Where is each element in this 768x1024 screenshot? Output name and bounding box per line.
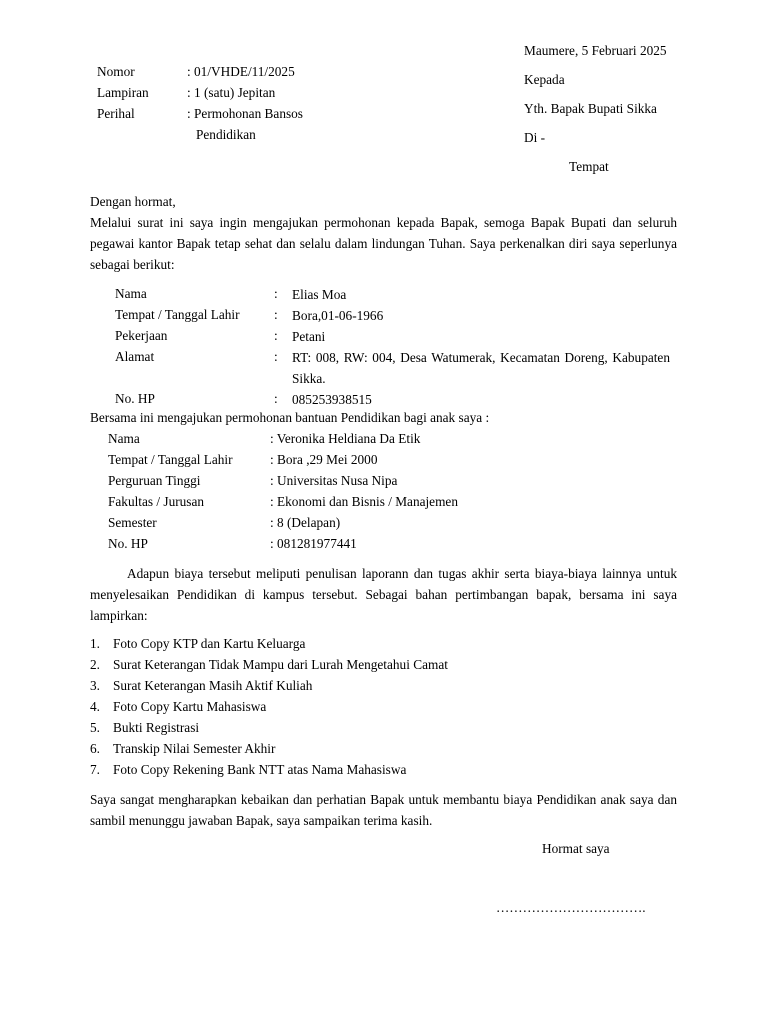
intro-paragraph: Melalui surat ini saya ingin mengajukan permohonan kepada Bapak, semoga Bapak Bupati dan seluruh pegawai kantor Bapak tetap sehat dan selalu dalam lindungan Tuhan. Saya perkenalkan diri saya seperlunya sebagai berikut: [90,215,677,272]
meta-value: : 1 (satu) Jepitan [187,85,276,100]
applicant-key: Tempat / Tanggal Lahir [115,307,240,322]
applicant-value: Elias Moa [292,287,347,302]
applicant-row [115,391,675,412]
meta-key: Nomor [97,64,135,79]
student-value: : Ekonomi dan Bisnis / Manajemen [270,494,458,509]
meta-value: : Permohonan Bansos [187,106,303,121]
student-value: : Universitas Nusa Nipa [270,473,398,488]
student-value: : 081281977441 [270,536,357,551]
applicant-value: 085253938515 [292,392,372,407]
signature-line: ……………………………. [496,900,646,915]
applicant-colon: : [274,328,278,343]
costs-paragraph: Adapun biaya tersebut meliputi penulisan laporann dan tugas akhir serta biaya-biaya lainnya untuk menyelesaikan Pendidikan di kampus tersebut. Sebagai bahan pertimbangan bapak, bersama ini saya lampirkan: [90,566,677,623]
meta-key: Lampiran [97,85,149,100]
list-number: 1. [90,636,100,651]
regards: Hormat saya [542,841,610,856]
student-row [108,536,668,557]
recipient-name: Yth. Bapak Bupati Sikka [524,101,657,116]
closing-paragraph: Saya sangat mengharapkan kebaikan dan perhatian Bapak untuk membantu biaya Pendidikan anak saya dan sambil menunggu jawaban Bapak, saya sampaikan terima kasih. [90,792,677,828]
applicant-value: RT: 008, RW: 004, Desa Watumerak, Kecamatan Doreng, Kabupaten Sikka. [292,350,670,386]
list-text: Bukti Registrasi [113,720,200,735]
applicant-table [115,286,675,412]
list-number: 2. [90,657,100,672]
list-number: 3. [90,678,100,693]
student-value: : Bora ,29 Mei 2000 [270,452,378,467]
applicant-colon: : [274,349,278,364]
student-key: Nama [108,431,140,446]
applicant-key: Alamat [115,349,155,364]
applicant-colon: : [274,286,278,301]
recipient-tempat: Tempat [569,159,609,174]
student-row [108,515,668,536]
list-text: Surat Keterangan Masih Aktif Kuliah [113,678,313,693]
meta-key: Perihal [97,106,135,121]
student-row [108,494,668,515]
applicant-key: Nama [115,286,147,301]
recipient-di: Di - [524,130,546,145]
student-key: Tempat / Tanggal Lahir [108,452,233,467]
applicant-row [115,349,675,391]
student-row [108,473,668,494]
list-text: Foto Copy KTP dan Kartu Keluarga [113,636,306,651]
list-number: 4. [90,699,100,714]
list-number: 5. [90,720,100,735]
student-row [108,431,668,452]
student-key: Fakultas / Jurusan [108,494,205,509]
list-text: Foto Copy Kartu Mahasiswa [113,699,267,714]
applicant-value: Petani [292,329,326,344]
student-row [108,452,668,473]
list-text: Surat Keterangan Tidak Mampu dari Lurah Mengetahui Camat [113,657,448,672]
list-number: 7. [90,762,100,777]
recipient-kepada: Kepada [524,72,565,87]
meta-value: : 01/VHDE/11/2025 [187,64,295,79]
applicant-colon: : [274,307,278,322]
applicant-key: Pekerjaan [115,328,168,343]
applicant-row [115,307,675,328]
applicant-row [115,286,675,307]
applicant-value: Bora,01-06-1966 [292,308,384,323]
student-value: : 8 (Delapan) [270,515,341,530]
student-table [108,431,668,557]
applicant-colon: : [274,391,278,406]
applicant-row [115,328,675,349]
student-key: Perguruan Tinggi [108,473,201,488]
meta-perihal-continued: Pendidikan [196,127,256,142]
list-number: 6. [90,741,100,756]
list-text: Transkip Nilai Semester Akhir [113,741,276,756]
applicant-key: No. HP [115,391,155,406]
student-value: : Veronika Heldiana Da Etik [270,431,421,446]
salutation: Dengan hormat, [90,194,176,209]
list-text: Foto Copy Rekening Bank NTT atas Nama Mahasiswa [113,762,407,777]
student-key: Semester [108,515,157,530]
child-intro: Bersama ini mengajukan permohonan bantuan Pendidikan bagi anak saya : [90,410,490,425]
place-date: Maumere, 5 Februari 2025 [524,43,667,58]
student-key: No. HP [108,536,148,551]
